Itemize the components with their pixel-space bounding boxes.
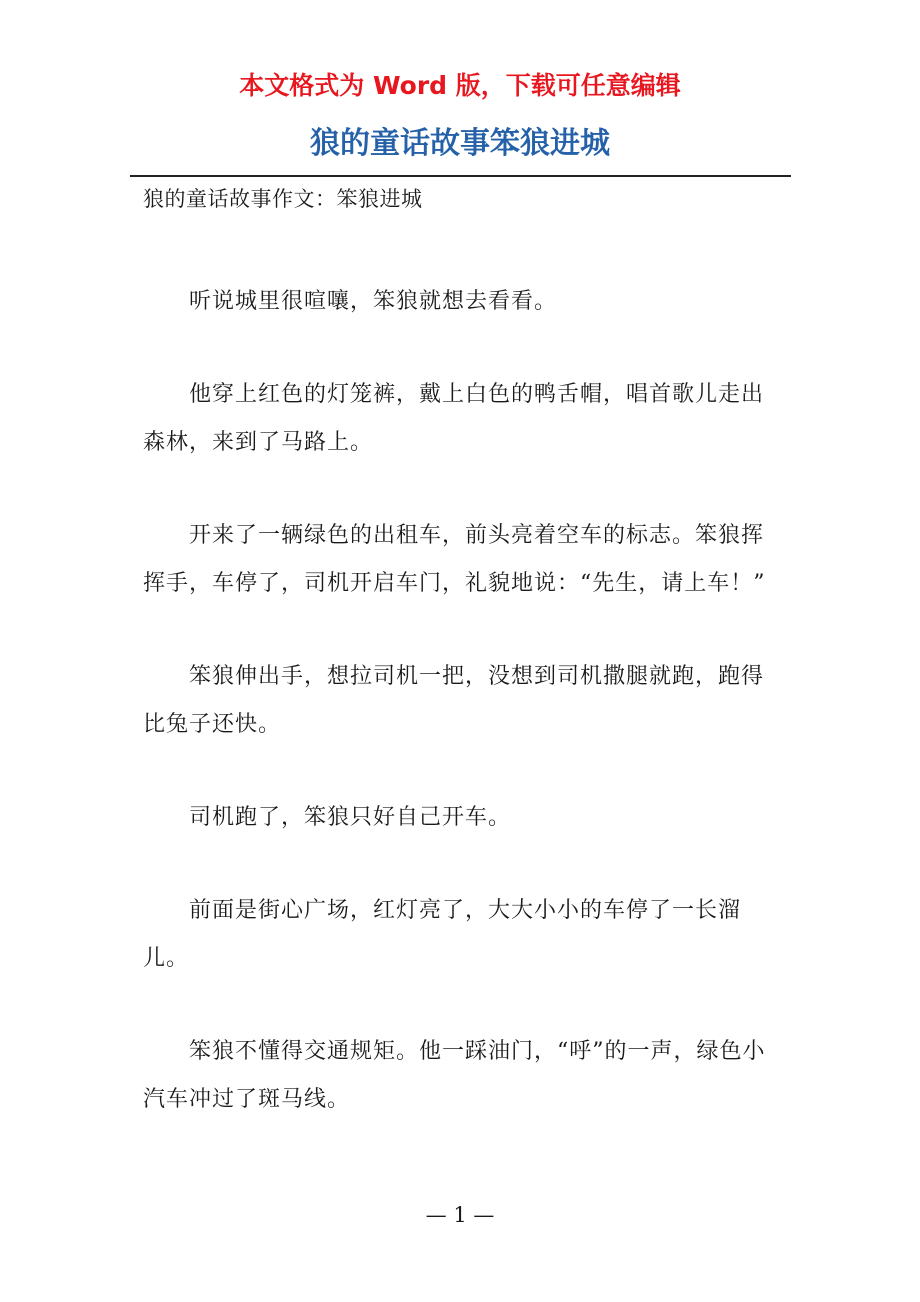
paragraph: 笨狼伸出手，想拉司机一把，没想到司机撒腿就跑，跑得比兔子还快。 — [143, 664, 765, 737]
paragraph: 开来了一辆绿色的出租车，前头亮着空车的标志。笨狼挥挥手，车停了，司机开启车门，礼貌地说：“先生，请上车！” — [143, 523, 766, 596]
paragraph: 笨狼不懂得交通规矩。他一踩油门，“呼”的一声，绿色小汽车冲过了斑马线。 — [143, 1039, 766, 1112]
editable-notice: 本文格式为 Word 版，下载可任意编辑 — [239, 71, 681, 100]
document-body — [143, 278, 783, 1169]
paragraph: 司机跑了，笨狼只好自己开车。 — [189, 805, 512, 830]
document-title: 狼的童话故事笨狼进城 — [310, 126, 610, 161]
paragraph: 前面是街心广场，红灯亮了，大大小小的车停了一长溜儿。 — [143, 898, 742, 971]
paragraph: 听说城里很喧嚷，笨狼就想去看看。 — [189, 289, 558, 314]
title-divider — [130, 175, 791, 177]
essay-heading: 狼的童话故事作文：笨狼进城 — [143, 187, 423, 211]
paragraph: 他穿上红色的灯笼裤，戴上白色的鸭舌帽，唱首歌儿走出森林，来到了马路上。 — [143, 382, 765, 455]
page-number: — 1 — — [425, 1203, 495, 1227]
